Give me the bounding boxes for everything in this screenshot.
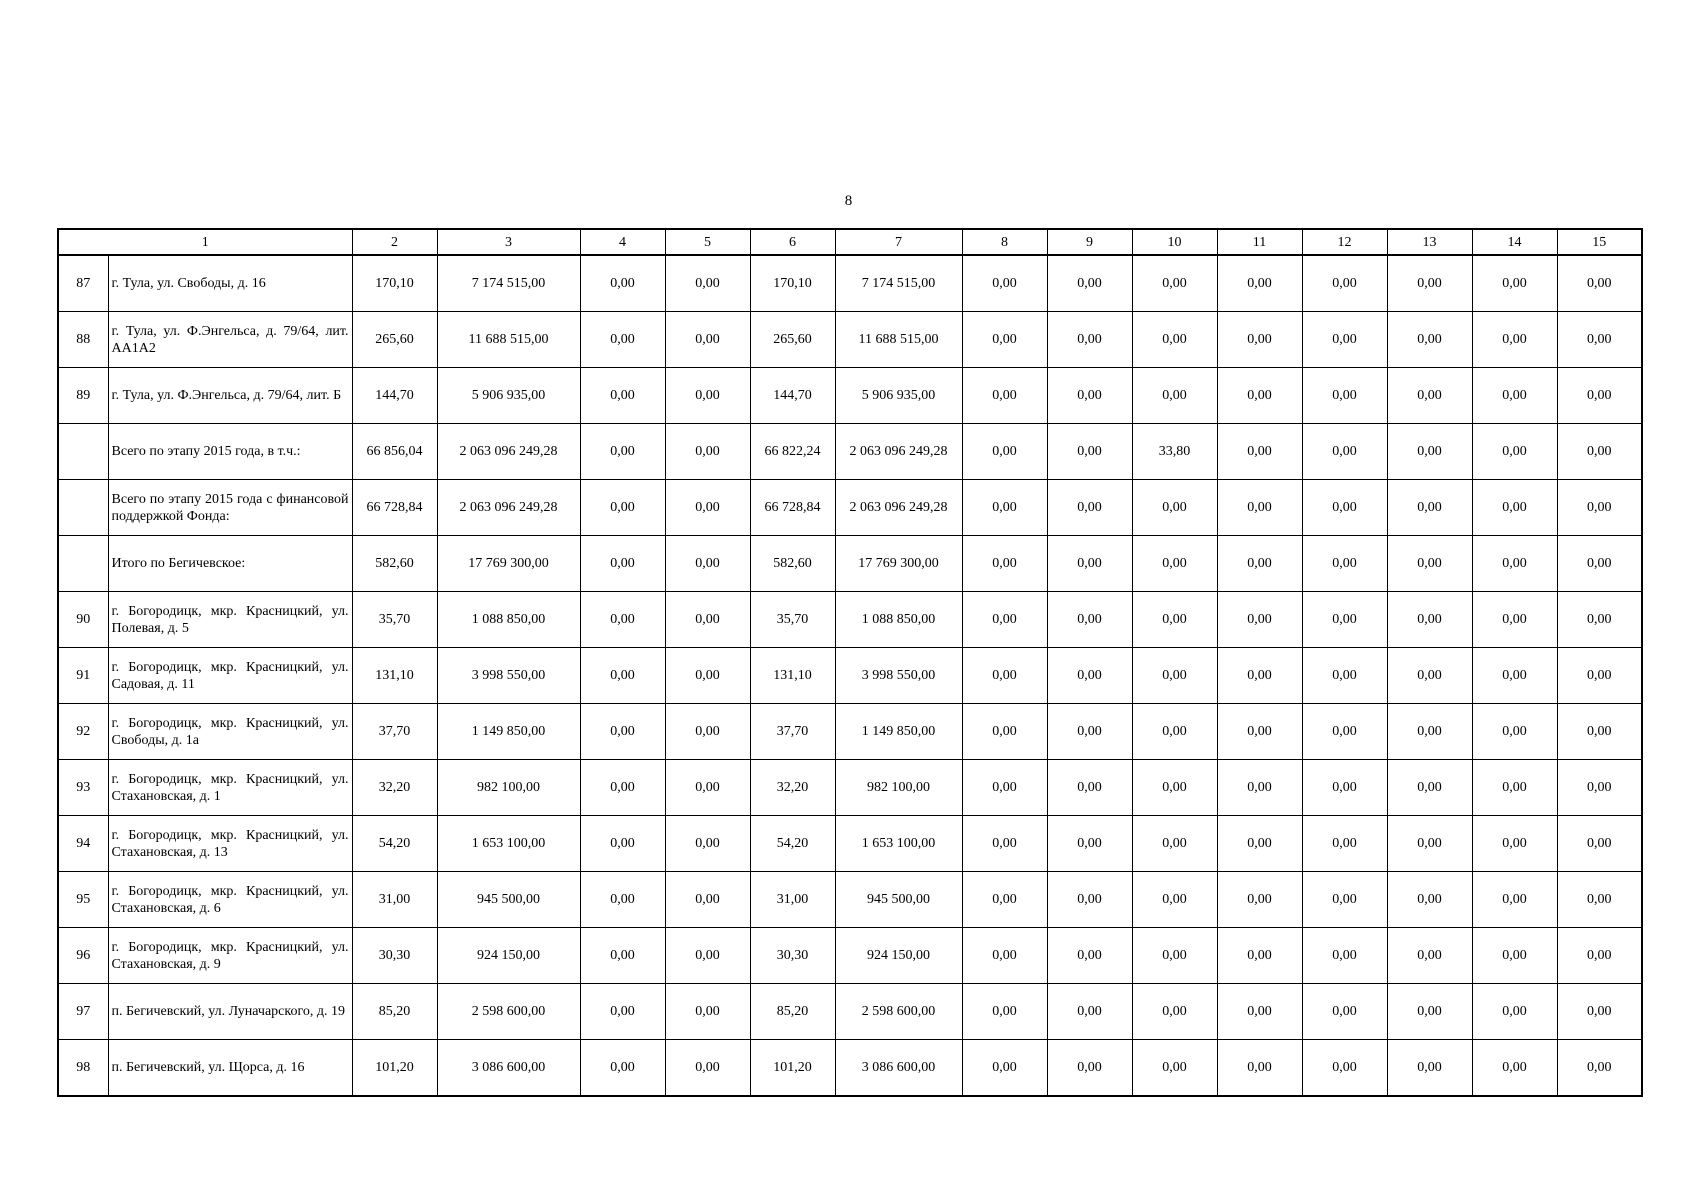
value-cell-col-12: 0,00 (1302, 704, 1387, 760)
address-cell: г. Богородицк, мкр. Красницкий, ул. Стахановская, д. 13 (108, 816, 352, 872)
housing-program-table (57, 228, 1643, 1097)
value-cell-col-10: 0,00 (1132, 760, 1217, 816)
value-cell-col-3: 1 088 850,00 (437, 592, 580, 648)
value-cell-col-9: 0,00 (1047, 872, 1132, 928)
value-cell-col-8: 0,00 (962, 368, 1047, 424)
table-row (58, 816, 1642, 872)
value-cell-col-4: 0,00 (580, 816, 665, 872)
value-cell-col-7: 2 063 096 249,28 (835, 424, 962, 480)
value-cell-col-13: 0,00 (1387, 480, 1472, 536)
value-cell-col-6: 30,30 (750, 928, 835, 984)
value-cell-col-6: 85,20 (750, 984, 835, 1040)
value-cell-col-14: 0,00 (1472, 648, 1557, 704)
value-cell-col-12: 0,00 (1302, 536, 1387, 592)
address-cell: г. Богородицк, мкр. Красницкий, ул. Свободы, д. 1а (108, 704, 352, 760)
table-row (58, 1040, 1642, 1097)
row-number (58, 424, 108, 480)
value-cell-col-4: 0,00 (580, 760, 665, 816)
value-cell-col-3: 3 998 550,00 (437, 648, 580, 704)
value-cell-col-12: 0,00 (1302, 255, 1387, 312)
value-cell-col-8: 0,00 (962, 760, 1047, 816)
row-number (58, 480, 108, 536)
value-cell-col-6: 35,70 (750, 592, 835, 648)
column-header: 15 (1557, 229, 1642, 255)
row-number: 90 (58, 592, 108, 648)
value-cell-col-2: 66 856,04 (352, 424, 437, 480)
value-cell-col-6: 144,70 (750, 368, 835, 424)
value-cell-col-9: 0,00 (1047, 312, 1132, 368)
address-cell: Итого по Бегичевское: (108, 536, 352, 592)
value-cell-col-15: 0,00 (1557, 648, 1642, 704)
value-cell-col-8: 0,00 (962, 704, 1047, 760)
value-cell-col-4: 0,00 (580, 704, 665, 760)
value-cell-col-6: 170,10 (750, 255, 835, 312)
value-cell-col-6: 66 728,84 (750, 480, 835, 536)
address-cell: г. Богородицк, мкр. Красницкий, ул. Садовая, д. 11 (108, 648, 352, 704)
value-cell-col-7: 2 063 096 249,28 (835, 480, 962, 536)
value-cell-col-2: 66 728,84 (352, 480, 437, 536)
value-cell-col-8: 0,00 (962, 480, 1047, 536)
address-cell: г. Богородицк, мкр. Красницкий, ул. Полевая, д. 5 (108, 592, 352, 648)
value-cell-col-8: 0,00 (962, 984, 1047, 1040)
value-cell-col-7: 5 906 935,00 (835, 368, 962, 424)
value-cell-col-6: 66 822,24 (750, 424, 835, 480)
value-cell-col-11: 0,00 (1217, 872, 1302, 928)
value-cell-col-2: 101,20 (352, 1040, 437, 1097)
value-cell-col-2: 144,70 (352, 368, 437, 424)
value-cell-col-11: 0,00 (1217, 592, 1302, 648)
value-cell-col-12: 0,00 (1302, 592, 1387, 648)
value-cell-col-8: 0,00 (962, 592, 1047, 648)
value-cell-col-2: 54,20 (352, 816, 437, 872)
value-cell-col-15: 0,00 (1557, 536, 1642, 592)
value-cell-col-5: 0,00 (665, 1040, 750, 1097)
value-cell-col-14: 0,00 (1472, 480, 1557, 536)
value-cell-col-13: 0,00 (1387, 312, 1472, 368)
table-row (58, 928, 1642, 984)
value-cell-col-14: 0,00 (1472, 312, 1557, 368)
value-cell-col-11: 0,00 (1217, 1040, 1302, 1097)
table-row (58, 480, 1642, 536)
value-cell-col-9: 0,00 (1047, 592, 1132, 648)
value-cell-col-7: 1 653 100,00 (835, 816, 962, 872)
address-cell: г. Богородицк, мкр. Красницкий, ул. Стахановская, д. 9 (108, 928, 352, 984)
value-cell-col-5: 0,00 (665, 312, 750, 368)
value-cell-col-7: 3 086 600,00 (835, 1040, 962, 1097)
value-cell-col-11: 0,00 (1217, 928, 1302, 984)
value-cell-col-4: 0,00 (580, 984, 665, 1040)
value-cell-col-10: 0,00 (1132, 928, 1217, 984)
value-cell-col-12: 0,00 (1302, 424, 1387, 480)
value-cell-col-15: 0,00 (1557, 1040, 1642, 1097)
value-cell-col-10: 0,00 (1132, 592, 1217, 648)
value-cell-col-9: 0,00 (1047, 368, 1132, 424)
value-cell-col-15: 0,00 (1557, 816, 1642, 872)
column-header: 10 (1132, 229, 1217, 255)
value-cell-col-6: 582,60 (750, 536, 835, 592)
table-row (58, 312, 1642, 368)
column-header: 6 (750, 229, 835, 255)
value-cell-col-5: 0,00 (665, 816, 750, 872)
header-row (58, 229, 1642, 255)
value-cell-col-12: 0,00 (1302, 368, 1387, 424)
value-cell-col-8: 0,00 (962, 816, 1047, 872)
value-cell-col-11: 0,00 (1217, 255, 1302, 312)
value-cell-col-10: 0,00 (1132, 704, 1217, 760)
value-cell-col-14: 0,00 (1472, 592, 1557, 648)
value-cell-col-5: 0,00 (665, 704, 750, 760)
value-cell-col-5: 0,00 (665, 928, 750, 984)
column-header: 11 (1217, 229, 1302, 255)
value-cell-col-6: 37,70 (750, 704, 835, 760)
value-cell-col-14: 0,00 (1472, 1040, 1557, 1097)
value-cell-col-11: 0,00 (1217, 984, 1302, 1040)
value-cell-col-10: 0,00 (1132, 872, 1217, 928)
value-cell-col-12: 0,00 (1302, 1040, 1387, 1097)
value-cell-col-6: 101,20 (750, 1040, 835, 1097)
value-cell-col-4: 0,00 (580, 928, 665, 984)
value-cell-col-9: 0,00 (1047, 984, 1132, 1040)
table-row (58, 255, 1642, 312)
value-cell-col-4: 0,00 (580, 648, 665, 704)
value-cell-col-10: 0,00 (1132, 1040, 1217, 1097)
value-cell-col-9: 0,00 (1047, 536, 1132, 592)
table-body (58, 255, 1642, 1096)
value-cell-col-13: 0,00 (1387, 816, 1472, 872)
table-row (58, 760, 1642, 816)
value-cell-col-8: 0,00 (962, 872, 1047, 928)
value-cell-col-8: 0,00 (962, 424, 1047, 480)
value-cell-col-4: 0,00 (580, 368, 665, 424)
value-cell-col-9: 0,00 (1047, 1040, 1132, 1097)
value-cell-col-13: 0,00 (1387, 592, 1472, 648)
value-cell-col-3: 1 653 100,00 (437, 816, 580, 872)
value-cell-col-15: 0,00 (1557, 984, 1642, 1040)
value-cell-col-8: 0,00 (962, 648, 1047, 704)
value-cell-col-5: 0,00 (665, 592, 750, 648)
value-cell-col-3: 945 500,00 (437, 872, 580, 928)
value-cell-col-15: 0,00 (1557, 312, 1642, 368)
value-cell-col-15: 0,00 (1557, 368, 1642, 424)
value-cell-col-9: 0,00 (1047, 480, 1132, 536)
value-cell-col-9: 0,00 (1047, 760, 1132, 816)
value-cell-col-13: 0,00 (1387, 368, 1472, 424)
address-cell: Всего по этапу 2015 года, в т.ч.: (108, 424, 352, 480)
column-header: 4 (580, 229, 665, 255)
value-cell-col-14: 0,00 (1472, 928, 1557, 984)
value-cell-col-8: 0,00 (962, 928, 1047, 984)
value-cell-col-6: 32,20 (750, 760, 835, 816)
address-cell: п. Бегичевский, ул. Луначарского, д. 19 (108, 984, 352, 1040)
value-cell-col-5: 0,00 (665, 760, 750, 816)
value-cell-col-14: 0,00 (1472, 872, 1557, 928)
value-cell-col-5: 0,00 (665, 984, 750, 1040)
value-cell-col-3: 17 769 300,00 (437, 536, 580, 592)
value-cell-col-4: 0,00 (580, 480, 665, 536)
table-row (58, 592, 1642, 648)
value-cell-col-13: 0,00 (1387, 872, 1472, 928)
value-cell-col-4: 0,00 (580, 1040, 665, 1097)
value-cell-col-8: 0,00 (962, 312, 1047, 368)
row-number: 92 (58, 704, 108, 760)
column-header: 12 (1302, 229, 1387, 255)
table-row (58, 984, 1642, 1040)
value-cell-col-12: 0,00 (1302, 312, 1387, 368)
value-cell-col-11: 0,00 (1217, 368, 1302, 424)
value-cell-col-15: 0,00 (1557, 760, 1642, 816)
value-cell-col-11: 0,00 (1217, 312, 1302, 368)
column-header: 5 (665, 229, 750, 255)
value-cell-col-4: 0,00 (580, 255, 665, 312)
value-cell-col-7: 17 769 300,00 (835, 536, 962, 592)
column-header: 2 (352, 229, 437, 255)
value-cell-col-14: 0,00 (1472, 760, 1557, 816)
value-cell-col-10: 0,00 (1132, 648, 1217, 704)
value-cell-col-14: 0,00 (1472, 816, 1557, 872)
row-number: 94 (58, 816, 108, 872)
value-cell-col-5: 0,00 (665, 872, 750, 928)
row-number: 88 (58, 312, 108, 368)
address-cell: Всего по этапу 2015 года с финансовой поддержкой Фонда: (108, 480, 352, 536)
value-cell-col-3: 982 100,00 (437, 760, 580, 816)
row-number (58, 536, 108, 592)
value-cell-col-10: 0,00 (1132, 312, 1217, 368)
value-cell-col-8: 0,00 (962, 536, 1047, 592)
value-cell-col-7: 1 088 850,00 (835, 592, 962, 648)
value-cell-col-6: 31,00 (750, 872, 835, 928)
value-cell-col-14: 0,00 (1472, 255, 1557, 312)
page-number: 8 (844, 193, 853, 209)
row-number: 91 (58, 648, 108, 704)
value-cell-col-15: 0,00 (1557, 255, 1642, 312)
table-row (58, 704, 1642, 760)
row-number: 89 (58, 368, 108, 424)
value-cell-col-7: 11 688 515,00 (835, 312, 962, 368)
value-cell-col-2: 37,70 (352, 704, 437, 760)
row-number: 93 (58, 760, 108, 816)
value-cell-col-11: 0,00 (1217, 648, 1302, 704)
column-header: 13 (1387, 229, 1472, 255)
value-cell-col-2: 131,10 (352, 648, 437, 704)
value-cell-col-5: 0,00 (665, 480, 750, 536)
value-cell-col-9: 0,00 (1047, 816, 1132, 872)
value-cell-col-2: 85,20 (352, 984, 437, 1040)
value-cell-col-7: 924 150,00 (835, 928, 962, 984)
value-cell-col-11: 0,00 (1217, 536, 1302, 592)
value-cell-col-4: 0,00 (580, 536, 665, 592)
value-cell-col-12: 0,00 (1302, 648, 1387, 704)
value-cell-col-15: 0,00 (1557, 424, 1642, 480)
value-cell-col-12: 0,00 (1302, 928, 1387, 984)
value-cell-col-10: 0,00 (1132, 984, 1217, 1040)
row-number: 96 (58, 928, 108, 984)
value-cell-col-4: 0,00 (580, 872, 665, 928)
value-cell-col-14: 0,00 (1472, 984, 1557, 1040)
value-cell-col-5: 0,00 (665, 368, 750, 424)
value-cell-col-3: 924 150,00 (437, 928, 580, 984)
column-header: 3 (437, 229, 580, 255)
value-cell-col-12: 0,00 (1302, 872, 1387, 928)
value-cell-col-10: 0,00 (1132, 480, 1217, 536)
value-cell-col-13: 0,00 (1387, 424, 1472, 480)
value-cell-col-9: 0,00 (1047, 704, 1132, 760)
address-cell: г. Богородицк, мкр. Красницкий, ул. Стахановская, д. 1 (108, 760, 352, 816)
value-cell-col-3: 1 149 850,00 (437, 704, 580, 760)
address-cell: г. Тула, ул. Ф.Энгельса, д. 79/64, лит. Б (108, 368, 352, 424)
value-cell-col-15: 0,00 (1557, 480, 1642, 536)
value-cell-col-11: 0,00 (1217, 424, 1302, 480)
value-cell-col-9: 0,00 (1047, 255, 1132, 312)
table-row (58, 648, 1642, 704)
value-cell-col-15: 0,00 (1557, 928, 1642, 984)
value-cell-col-10: 0,00 (1132, 536, 1217, 592)
column-header: 1 (58, 229, 352, 255)
value-cell-col-9: 0,00 (1047, 424, 1132, 480)
value-cell-col-7: 7 174 515,00 (835, 255, 962, 312)
value-cell-col-13: 0,00 (1387, 536, 1472, 592)
address-cell: г. Богородицк, мкр. Красницкий, ул. Стахановская, д. 6 (108, 872, 352, 928)
column-header: 8 (962, 229, 1047, 255)
value-cell-col-15: 0,00 (1557, 872, 1642, 928)
value-cell-col-5: 0,00 (665, 255, 750, 312)
value-cell-col-3: 11 688 515,00 (437, 312, 580, 368)
value-cell-col-13: 0,00 (1387, 648, 1472, 704)
value-cell-col-15: 0,00 (1557, 704, 1642, 760)
row-number: 98 (58, 1040, 108, 1097)
value-cell-col-10: 33,80 (1132, 424, 1217, 480)
value-cell-col-2: 170,10 (352, 255, 437, 312)
value-cell-col-11: 0,00 (1217, 704, 1302, 760)
value-cell-col-3: 7 174 515,00 (437, 255, 580, 312)
column-header: 7 (835, 229, 962, 255)
value-cell-col-6: 54,20 (750, 816, 835, 872)
value-cell-col-7: 1 149 850,00 (835, 704, 962, 760)
table-row (58, 872, 1642, 928)
value-cell-col-2: 32,20 (352, 760, 437, 816)
value-cell-col-5: 0,00 (665, 648, 750, 704)
value-cell-col-14: 0,00 (1472, 424, 1557, 480)
value-cell-col-2: 30,30 (352, 928, 437, 984)
address-cell: п. Бегичевский, ул. Щорса, д. 16 (108, 1040, 352, 1097)
value-cell-col-10: 0,00 (1132, 255, 1217, 312)
value-cell-col-13: 0,00 (1387, 1040, 1472, 1097)
table-row (58, 536, 1642, 592)
value-cell-col-7: 3 998 550,00 (835, 648, 962, 704)
address-cell: г. Тула, ул. Свободы, д. 16 (108, 255, 352, 312)
value-cell-col-4: 0,00 (580, 312, 665, 368)
value-cell-col-6: 265,60 (750, 312, 835, 368)
value-cell-col-9: 0,00 (1047, 928, 1132, 984)
value-cell-col-12: 0,00 (1302, 760, 1387, 816)
value-cell-col-6: 131,10 (750, 648, 835, 704)
value-cell-col-2: 582,60 (352, 536, 437, 592)
value-cell-col-2: 31,00 (352, 872, 437, 928)
value-cell-col-5: 0,00 (665, 536, 750, 592)
value-cell-col-3: 3 086 600,00 (437, 1040, 580, 1097)
row-number: 97 (58, 984, 108, 1040)
value-cell-col-14: 0,00 (1472, 704, 1557, 760)
value-cell-col-11: 0,00 (1217, 480, 1302, 536)
value-cell-col-13: 0,00 (1387, 928, 1472, 984)
value-cell-col-10: 0,00 (1132, 368, 1217, 424)
value-cell-col-5: 0,00 (665, 424, 750, 480)
value-cell-col-2: 265,60 (352, 312, 437, 368)
value-cell-col-13: 0,00 (1387, 255, 1472, 312)
value-cell-col-14: 0,00 (1472, 368, 1557, 424)
value-cell-col-12: 0,00 (1302, 816, 1387, 872)
value-cell-col-8: 0,00 (962, 255, 1047, 312)
column-header: 14 (1472, 229, 1557, 255)
column-header: 9 (1047, 229, 1132, 255)
value-cell-col-3: 2 598 600,00 (437, 984, 580, 1040)
value-cell-col-9: 0,00 (1047, 648, 1132, 704)
value-cell-col-14: 0,00 (1472, 536, 1557, 592)
row-number: 95 (58, 872, 108, 928)
value-cell-col-7: 2 598 600,00 (835, 984, 962, 1040)
value-cell-col-13: 0,00 (1387, 704, 1472, 760)
value-cell-col-11: 0,00 (1217, 816, 1302, 872)
value-cell-col-4: 0,00 (580, 424, 665, 480)
table-row (58, 368, 1642, 424)
value-cell-col-13: 0,00 (1387, 984, 1472, 1040)
value-cell-col-11: 0,00 (1217, 760, 1302, 816)
value-cell-col-15: 0,00 (1557, 592, 1642, 648)
value-cell-col-12: 0,00 (1302, 480, 1387, 536)
value-cell-col-12: 0,00 (1302, 984, 1387, 1040)
value-cell-col-2: 35,70 (352, 592, 437, 648)
value-cell-col-3: 5 906 935,00 (437, 368, 580, 424)
value-cell-col-3: 2 063 096 249,28 (437, 480, 580, 536)
value-cell-col-7: 945 500,00 (835, 872, 962, 928)
row-number: 87 (58, 255, 108, 312)
value-cell-col-10: 0,00 (1132, 816, 1217, 872)
address-cell: г. Тула, ул. Ф.Энгельса, д. 79/64, лит. АА1А2 (108, 312, 352, 368)
value-cell-col-3: 2 063 096 249,28 (437, 424, 580, 480)
table-row (58, 424, 1642, 480)
value-cell-col-8: 0,00 (962, 1040, 1047, 1097)
value-cell-col-7: 982 100,00 (835, 760, 962, 816)
value-cell-col-4: 0,00 (580, 592, 665, 648)
value-cell-col-13: 0,00 (1387, 760, 1472, 816)
